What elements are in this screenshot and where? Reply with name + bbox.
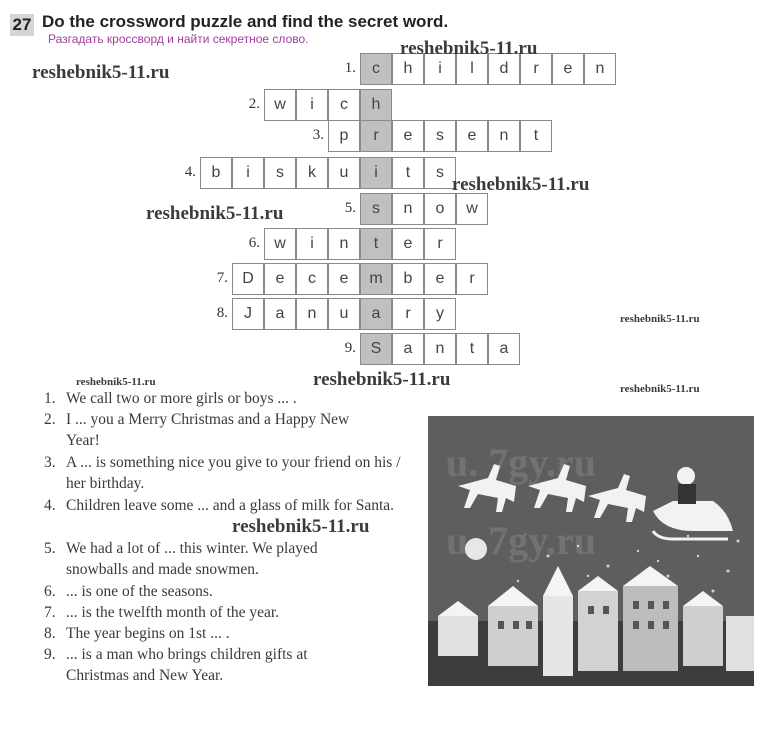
task-subtitle: Разгадать кроссворд и найти секретное слово. [48, 32, 309, 46]
crossword-cell: J [232, 298, 264, 330]
clue-number: 3. [44, 454, 56, 471]
clue-number: 4. [44, 497, 56, 514]
watermark: reshebnik5-11.ru [76, 376, 156, 388]
crossword-cell: s [264, 157, 296, 189]
watermark: reshebnik5-11.ru [452, 174, 590, 195]
watermark: reshebnik5-11.ru [400, 38, 538, 59]
crossword-cell: r [456, 263, 488, 295]
crossword-row-number: 6. [248, 235, 260, 251]
crossword-cell: t [520, 120, 552, 152]
crossword-cell: n [584, 53, 616, 85]
crossword-cell: t [392, 157, 424, 189]
crossword-cell: b [392, 263, 424, 295]
crossword-cell: t [456, 333, 488, 365]
watermark: reshebnik5-11.ru [32, 62, 170, 83]
crossword-key-cell: r [360, 120, 392, 152]
clue-text: We had a lot of ... this winter. We played snowballs and made snowmen. [66, 540, 318, 578]
crossword-cell: s [424, 120, 456, 152]
crossword-key-cell: a [360, 298, 392, 330]
crossword-cell: n [392, 193, 424, 225]
crossword-cell: w [456, 193, 488, 225]
crossword-cell: i [296, 228, 328, 260]
crossword-cell: D [232, 263, 264, 295]
crossword-cell: c [296, 263, 328, 295]
clue-text: Children leave some ... and a glass of milk for Santa. [66, 497, 395, 514]
crossword-cell: a [488, 333, 520, 365]
watermark: reshebnik5-11.ru [313, 369, 451, 390]
clue-text: I ... you a Merry Christmas and a Happy New Year! [66, 411, 350, 449]
crossword-cell: n [296, 298, 328, 330]
crossword-cell: e [552, 53, 584, 85]
watermark: reshebnik5-11.ru [146, 203, 284, 224]
clue-number: 9. [44, 646, 56, 663]
crossword-cell: n [424, 333, 456, 365]
crossword-key-cell: i [360, 157, 392, 189]
clue-text: We call two or more girls or boys ... . [66, 390, 297, 407]
picture-watermark: u. 7gy.ru [446, 518, 597, 563]
crossword-key-cell: S [360, 333, 392, 365]
crossword-cell: e [264, 263, 296, 295]
crossword-cell: e [392, 120, 424, 152]
crossword-cell: r [424, 228, 456, 260]
crossword-cell: n [488, 120, 520, 152]
crossword-cell: n [328, 228, 360, 260]
crossword-cell: o [424, 193, 456, 225]
watermark: reshebnik5-11.ru [232, 516, 370, 537]
clue-text: A ... is something nice you give to your friend on his / her birthday. [66, 454, 401, 492]
crossword-key-cell: t [360, 228, 392, 260]
crossword-row-number: 8. [216, 305, 228, 321]
clue-text: ... is the twelfth month of the year. [66, 604, 280, 621]
crossword-key-cell: m [360, 263, 392, 295]
crossword-cell: p [328, 120, 360, 152]
task-title: Do the crossword puzzle and find the secret word. [42, 12, 449, 31]
crossword-cell: r [520, 53, 552, 85]
christmas-illustration [428, 416, 754, 686]
clue-text: ... is a man who brings children gifts at Christmas and New Year. [66, 646, 308, 684]
crossword-key-cell: c [360, 53, 392, 85]
crossword-cell: w [264, 228, 296, 260]
crossword-cell: e [424, 263, 456, 295]
crossword-cell: e [392, 228, 424, 260]
crossword-cell: s [424, 157, 456, 189]
crossword-cell: u [328, 298, 360, 330]
crossword-cell: h [392, 53, 424, 85]
crossword-cell: l [456, 53, 488, 85]
clue-number: 1. [44, 390, 56, 407]
crossword-cell: w [264, 89, 296, 121]
crossword-row-number: 4. [184, 164, 196, 180]
clue-number: 2. [44, 411, 56, 428]
crossword-cell: i [296, 89, 328, 121]
crossword-cell: d [488, 53, 520, 85]
watermark: reshebnik5-11.ru [620, 313, 700, 325]
crossword-row-number: 3. [312, 127, 324, 143]
crossword-cell: a [264, 298, 296, 330]
clue-text: ... is one of the seasons. [66, 583, 213, 600]
task-number: 27 [10, 14, 34, 36]
clue-number: 6. [44, 583, 56, 600]
crossword-cell: b [200, 157, 232, 189]
crossword-cell: a [392, 333, 424, 365]
clue-number: 5. [44, 540, 56, 557]
santa-sleigh-town-image [428, 416, 754, 686]
watermark: reshebnik5-11.ru [620, 383, 700, 395]
crossword-row-number: 5. [344, 200, 356, 216]
crossword-row-number: 9. [344, 340, 356, 356]
crossword-cell: e [328, 263, 360, 295]
crossword-cell: r [392, 298, 424, 330]
crossword-row-number: 2. [248, 96, 260, 112]
clue-text: The year begins on 1st ... . [66, 625, 230, 642]
crossword-key-cell: s [360, 193, 392, 225]
picture-watermark: u. 7gy.ru [446, 440, 597, 485]
crossword-cell: i [424, 53, 456, 85]
clue-number: 7. [44, 604, 56, 621]
crossword-cell: y [424, 298, 456, 330]
crossword-cell: e [456, 120, 488, 152]
crossword-cell: c [328, 89, 360, 121]
crossword-cell: u [328, 157, 360, 189]
crossword-cell: i [232, 157, 264, 189]
crossword-row-number: 1. [344, 60, 356, 76]
crossword-key-cell: h [360, 89, 392, 121]
crossword-cell: k [296, 157, 328, 189]
crossword-row-number: 7. [216, 270, 228, 286]
clue-number: 8. [44, 625, 56, 642]
